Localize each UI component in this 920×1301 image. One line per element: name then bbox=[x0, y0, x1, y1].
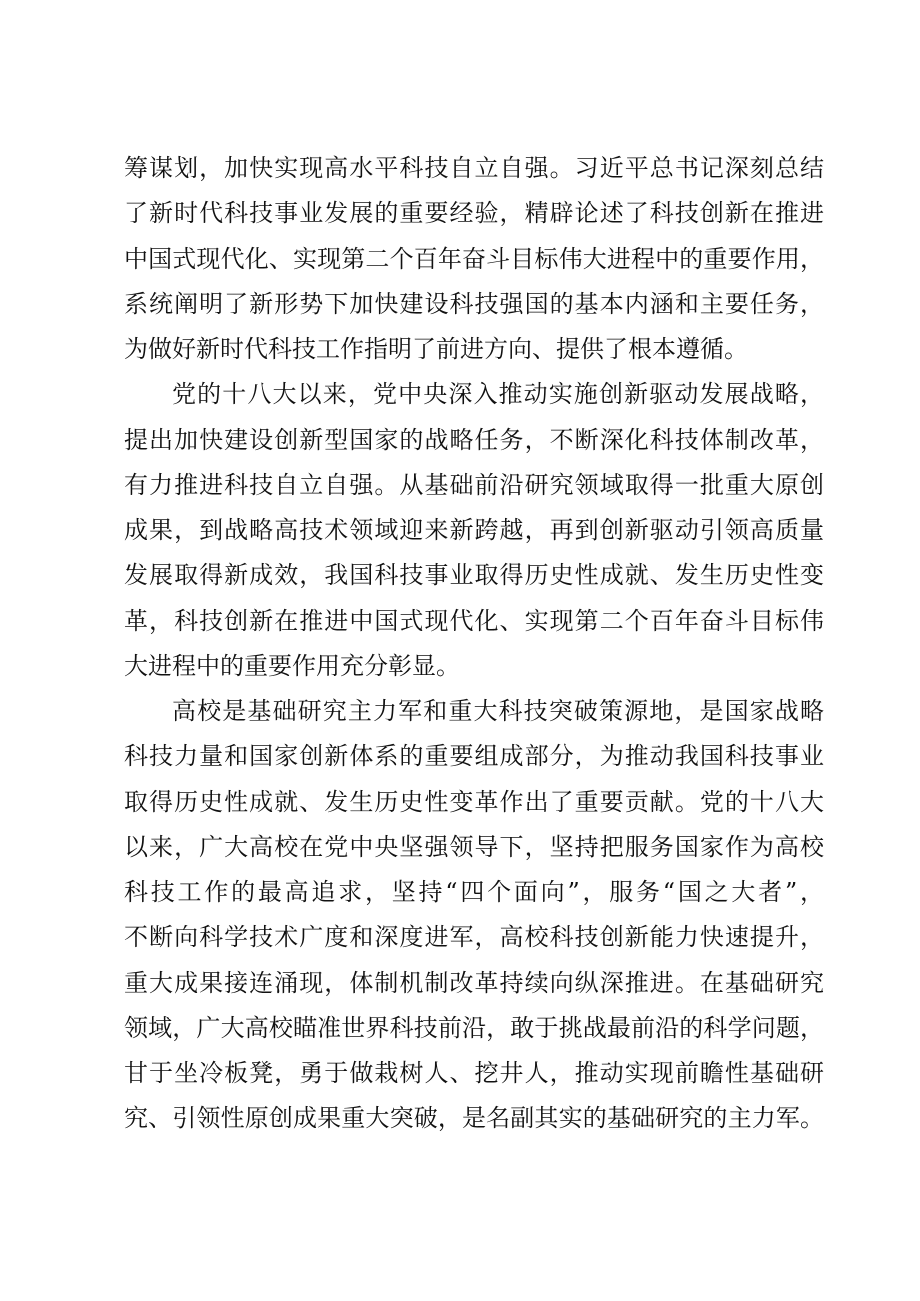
paragraph-continuation bbox=[124, 146, 824, 372]
text-line: 甘于坐冷板凳，勇于做栽树人、挖井人，推动实现前瞻性基础研 bbox=[124, 1059, 824, 1087]
text-line: 为做好新时代科技工作指明了前进方向、提供了根本遵循。 bbox=[124, 335, 748, 363]
text-line: 中国式现代化、实现第二个百年奋斗目标伟大进程中的重要作用， bbox=[124, 244, 824, 273]
paragraph bbox=[124, 372, 824, 689]
text-line: 有力推进科技自立自强。从基础前沿研究领域取得一批重大原创 bbox=[124, 470, 824, 499]
text-line: 发展取得新成效，我国科技事业取得历史性成就、发生历史性变 bbox=[124, 561, 824, 590]
body-text bbox=[124, 146, 824, 1142]
text-line: 高校是基础研究主力军和重大科技突破策源地，是国家战略 bbox=[172, 697, 824, 725]
text-line: 科技力量和国家创新体系的重要组成部分，为推动我国科技事业 bbox=[124, 742, 824, 771]
text-line: 重大成果接连涌现，体制机制改革持续向纵深推进。在基础研究 bbox=[124, 968, 824, 997]
text-line: 不断向科学技术广度和深度进军，高校科技创新能力快速提升， bbox=[124, 923, 824, 952]
text-line: 领域，广大高校瞄准世界科技前沿，敢于挑战最前沿的科学问题， bbox=[124, 1013, 824, 1042]
text-line: 究、引领性原创成果重大突破，是名副其实的基础研究的主力军。 bbox=[124, 1104, 824, 1133]
text-line: 系统阐明了新形势下加快建设科技强国的基本内涵和主要任务， bbox=[124, 289, 824, 318]
text-line: 党的十八大以来，党中央深入推动实施创新驱动发展战略， bbox=[172, 380, 824, 409]
text-line: 大进程中的重要作用充分彰显。 bbox=[124, 651, 460, 680]
text-line: 取得历史性成就、发生历史性变革作出了重要贡献。党的十八大 bbox=[124, 787, 824, 816]
text-line: 革，科技创新在推进中国式现代化、实现第二个百年奋斗目标伟 bbox=[124, 606, 824, 635]
paragraph bbox=[124, 689, 824, 1142]
text-line: 提出加快建设创新型国家的战略任务，不断深化科技体制改革， bbox=[124, 425, 824, 454]
text-line: 了新时代科技事业发展的重要经验，精辟论述了科技创新在推进 bbox=[124, 199, 824, 228]
text-line: 成果，到战略高技术领域迎来新跨越，再到创新驱动引领高质量 bbox=[124, 516, 824, 544]
text-line: 筹谋划，加快实现高水平科技自立自强。习近平总书记深刻总结 bbox=[124, 154, 824, 182]
text-line: 科技工作的最高追求，坚持“四个面向”，服务“国之大者”， bbox=[124, 878, 824, 906]
text-line: 以来，广大高校在党中央坚强领导下，坚持把服务国家作为高校 bbox=[124, 832, 824, 861]
